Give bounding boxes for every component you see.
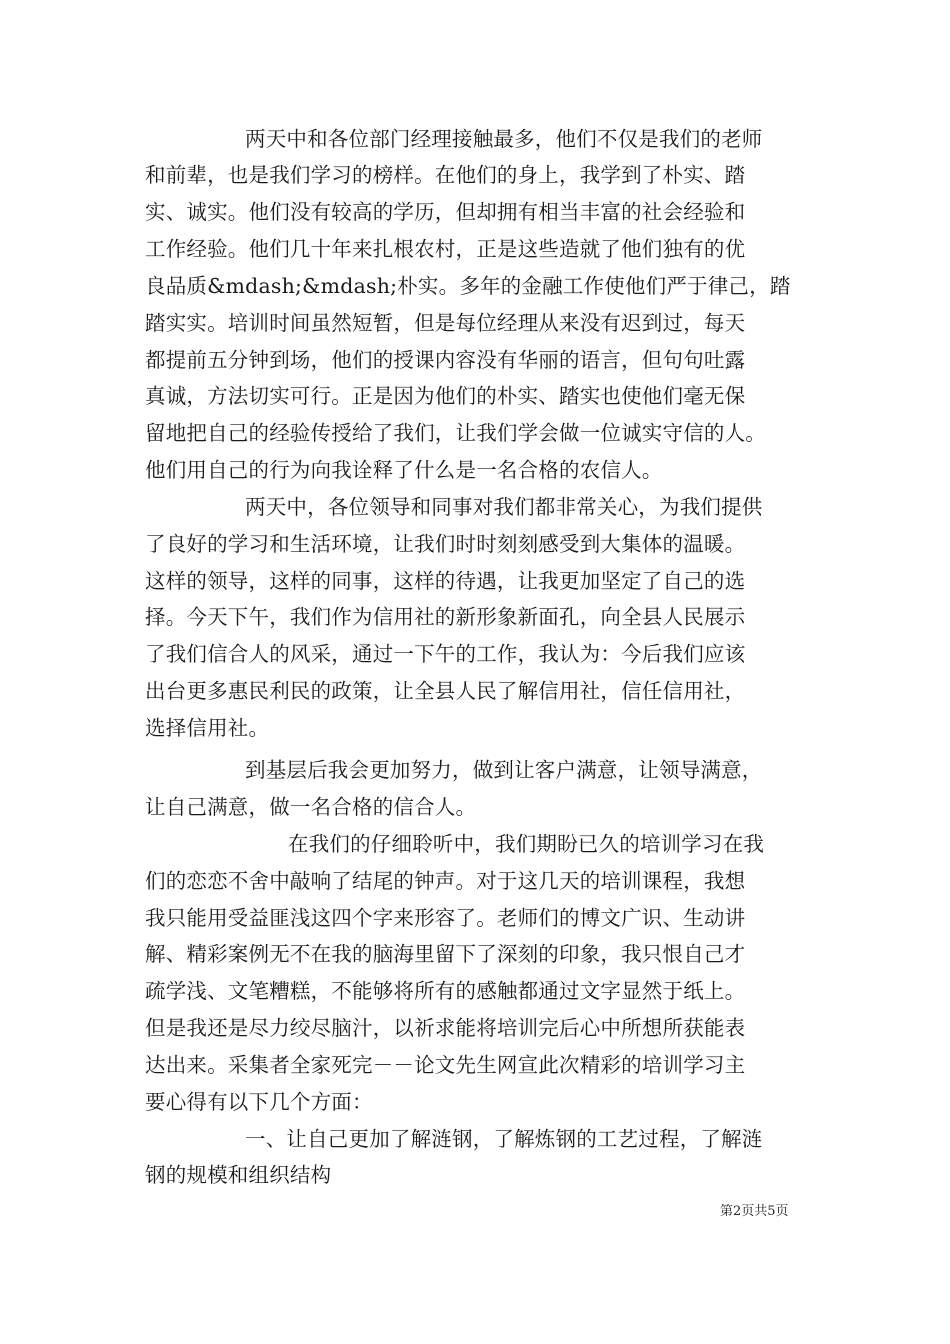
paragraph-1-line-6: 踏实实。培训时间虽然短暂，但是每位经理从来没有迟到过，每天 (145, 311, 746, 335)
paragraph-4-line-3: 我只能用受益匪浅这四个字来形容了。老师们的博文广识、生动讲 (145, 906, 746, 930)
paragraph-1-line-1: 两天中和各位部门经理接触最多，他们不仅是我们的老师 (245, 127, 763, 151)
paragraph-2-line-4: 择。今天下午，我们作为信用社的新形象新面孔，向全县人民展示 (145, 605, 746, 629)
paragraph-2-line-6: 出台更多惠民利民的政策，让全县人民了解信用社，信任信用社， (145, 679, 746, 703)
paragraph-4-line-2: 们的恋恋不舍中敲响了结尾的钟声。对于这几天的培训课程，我想 (145, 869, 746, 893)
paragraph-4-line-4: 解、精彩案例无不在我的脑海里留下了深刻的印象，我只恨自己才 (145, 942, 746, 966)
paragraph-1-line-9: 留地把自己的经验传授给了我们，让我们学会做一位诚实守信的人。 (145, 421, 766, 445)
paragraph-1-line-10: 他们用自己的行为向我诠释了什么是一名合格的农信人。 (145, 458, 663, 482)
paragraph-3-line-2: 让自己满意，做一名合格的信合人。 (145, 795, 477, 819)
paragraph-1-line-3: 实、诚实。他们没有较高的学历，但却拥有相当丰富的社会经验和 (145, 200, 746, 224)
paragraph-1-line-2: 和前辈，也是我们学习的榜样。在他们的身上，我学到了朴实、踏 (145, 163, 746, 187)
paragraph-4-line-7: 达出来。采集者全家死完－－论文先生网宣此次精彩的培训学习主 (145, 1053, 746, 1077)
paragraph-1-line-7: 都提前五分钟到场，他们的授课内容没有华丽的语言，但句句吐露 (145, 348, 746, 372)
paragraph-1-line-8: 真诚，方法切实可行。正是因为他们的朴实、踏实也使他们毫无保 (145, 384, 746, 408)
paragraph-1-line-5: 良品质&mdash;&mdash;朴实。多年的金融工作使他们严于律己，踏 (145, 274, 791, 298)
page-number-footer: 第2页共5页 (720, 1204, 789, 1219)
paragraph-2-line-3: 这样的领导，这样的同事，这样的待遇，让我更加坚定了自己的选 (145, 569, 746, 593)
paragraph-2-line-2: 了良好的学习和生活环境，让我们时时刻刻感受到大集体的温暖。 (145, 532, 746, 556)
paragraph-3-line-1: 到基层后我会更加努力，做到让客户满意，让领导满意， (245, 758, 763, 782)
paragraph-4-line-5: 疏学浅、文笔糟糕，不能够将所有的感触都通过文字显然于纸上。 (145, 979, 746, 1003)
paragraph-5-line-1: 一、让自己更加了解涟钢，了解炼钢的工艺过程，了解涟 (245, 1127, 763, 1151)
paragraph-5-line-2: 钢的规模和组织结构 (145, 1163, 332, 1187)
paragraph-4-line-1: 在我们的仔细聆听中，我们期盼已久的培训学习在我 (288, 832, 765, 856)
paragraph-2-line-5: 了我们信合人的风采，通过一下午的工作，我认为：今后我们应该 (145, 642, 746, 666)
paragraph-4-line-6: 但是我还是尽力绞尽脑汁，以祈求能将培训完后心中所想所获能表 (145, 1016, 746, 1040)
paragraph-4-line-8: 要心得有以下几个方面： (145, 1090, 373, 1114)
paragraph-1-line-4: 工作经验。他们几十年来扎根农村，正是这些造就了他们独有的优 (145, 237, 746, 261)
paragraph-2-line-1: 两天中，各位领导和同事对我们都非常关心，为我们提供 (245, 495, 763, 519)
paragraph-2-line-7: 选择信用社。 (145, 716, 270, 740)
